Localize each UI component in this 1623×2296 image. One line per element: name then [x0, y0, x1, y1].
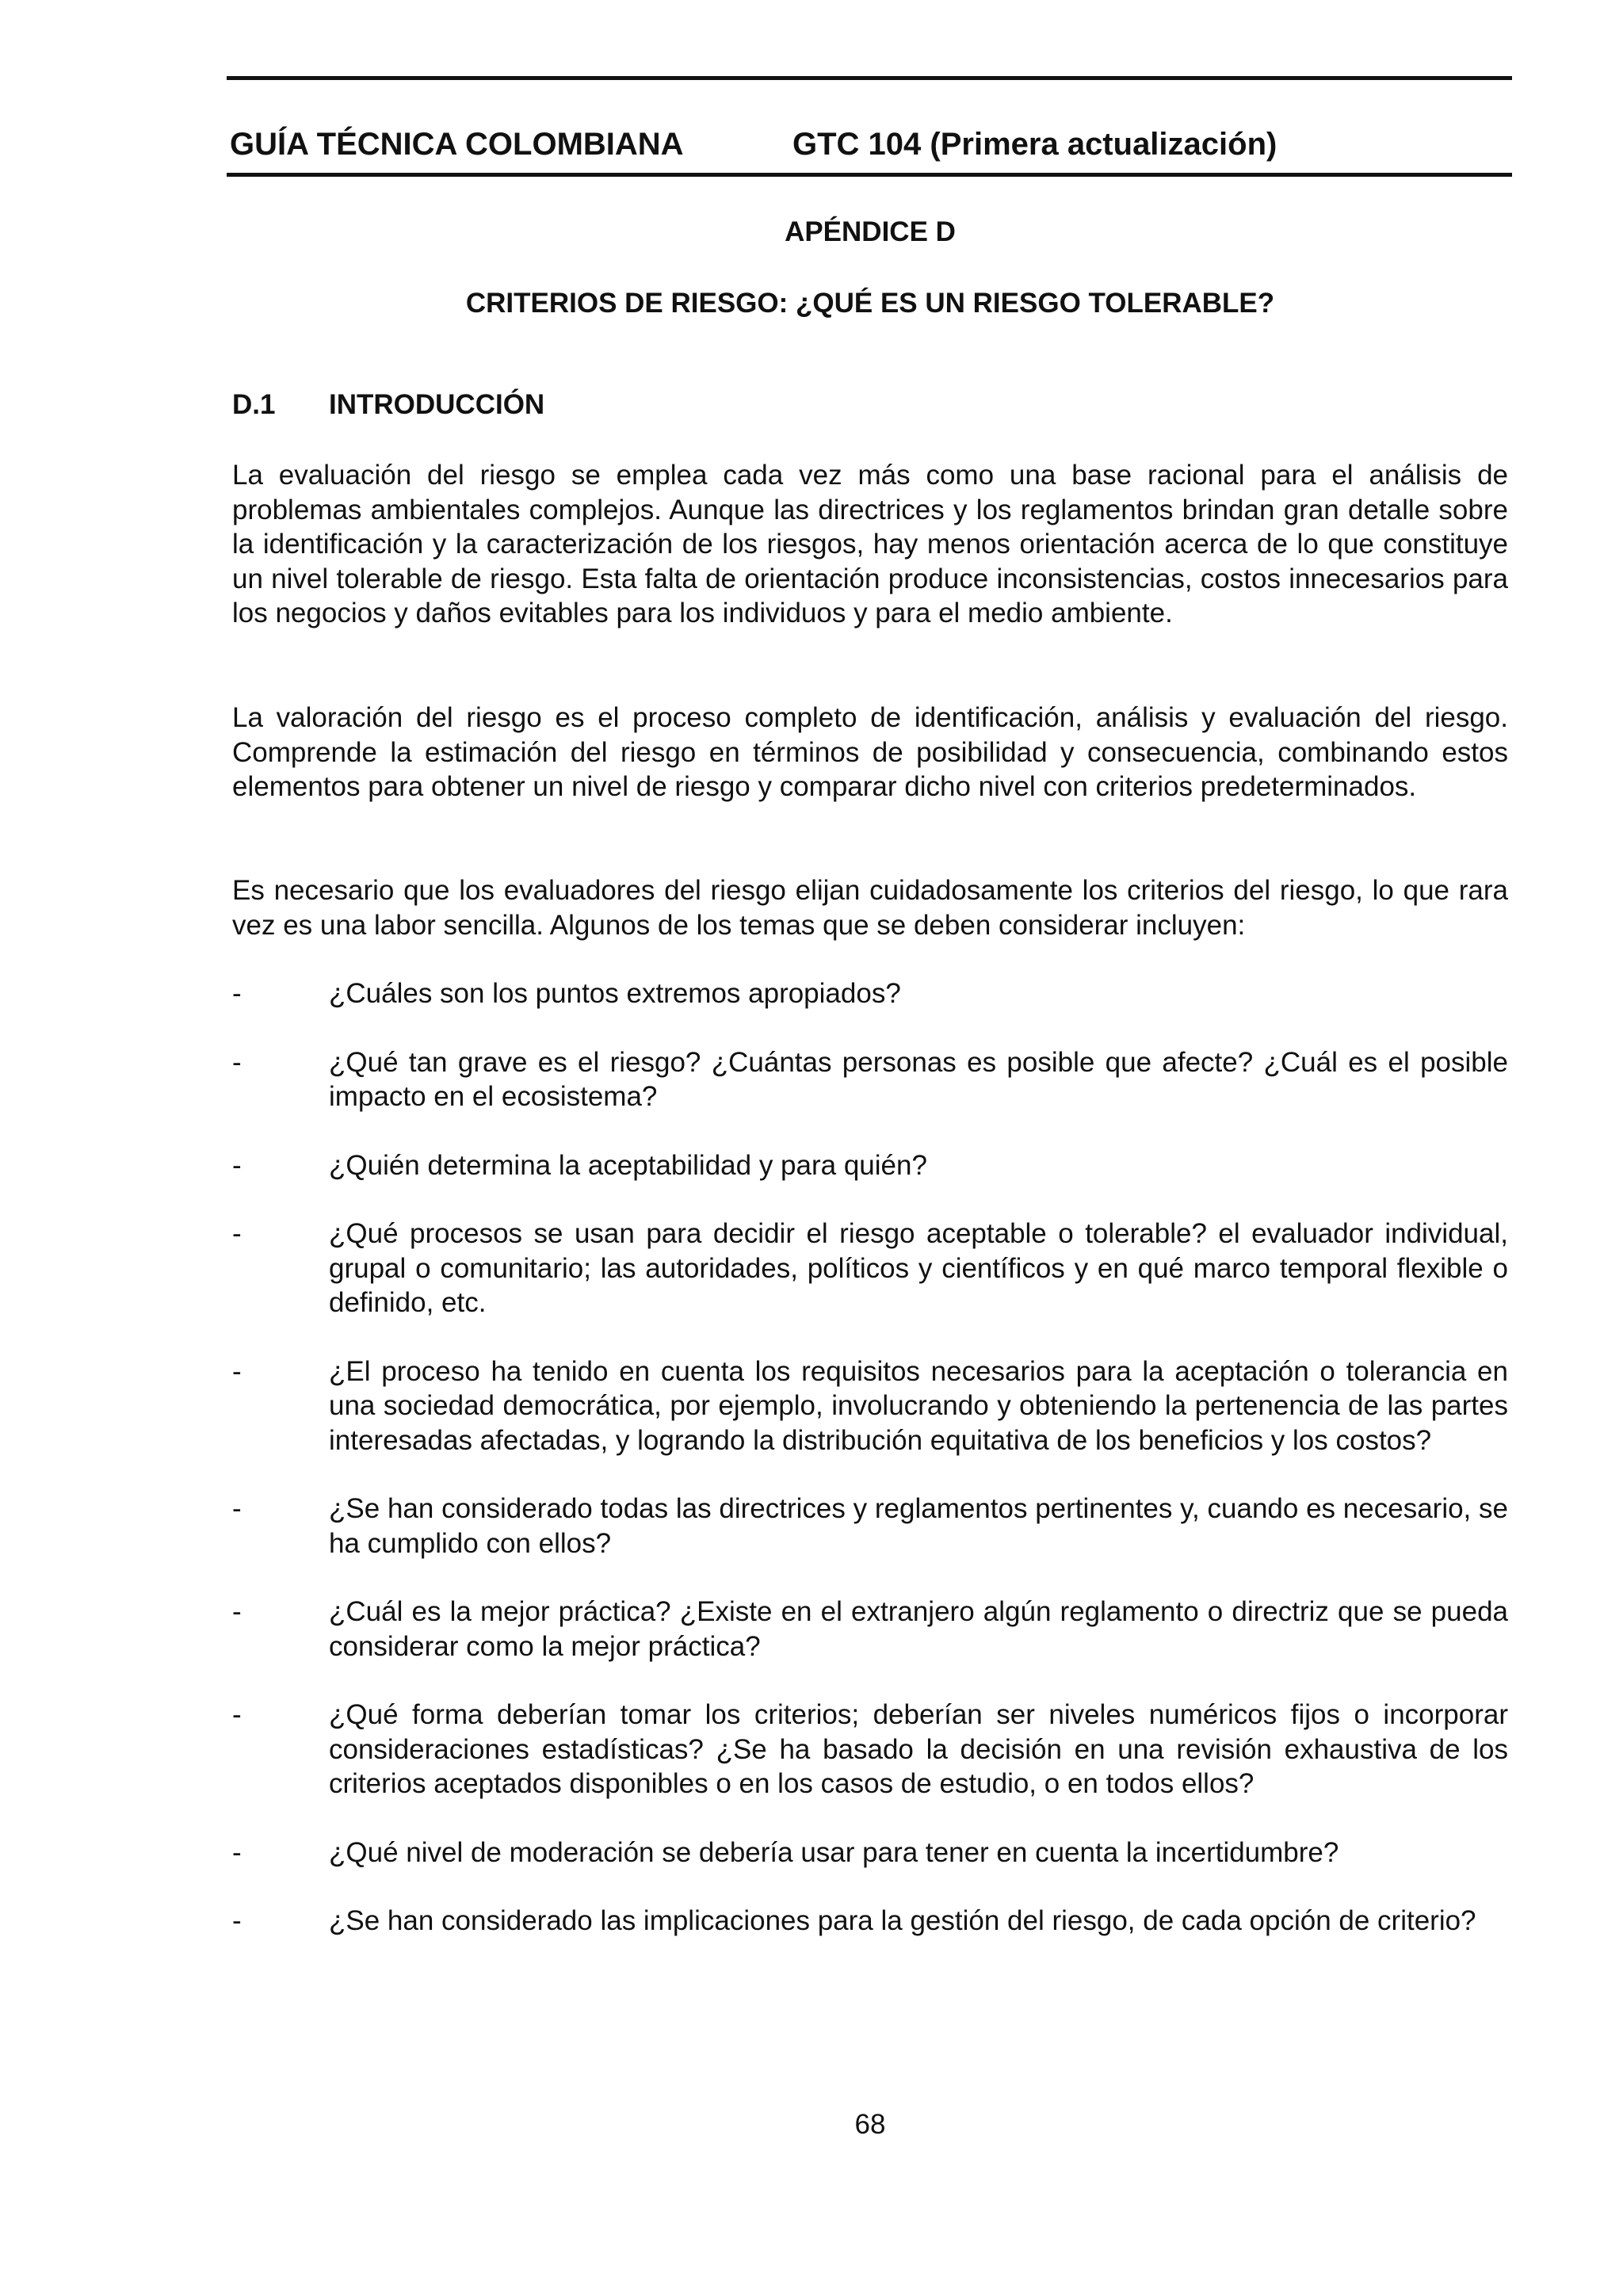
section-title: INTRODUCCIÓN — [329, 389, 545, 420]
list-item-text: ¿El proceso ha tenido en cuenta los requisitos necesarios para la aceptación o tolerancia en una sociedad democrática, por ejemplo, involucrando y obteniendo la pertenencia de las partes interesadas afectadas, y logrando la distribución equitativa de los beneficios y los costos? — [329, 1355, 1508, 1456]
document-series-title: GUÍA TÉCNICA COLOMBIANA — [230, 127, 684, 162]
list-item-text: ¿Qué nivel de moderación se debería usar para tener en cuenta la incertidumbre? — [329, 1836, 1339, 1868]
list-item — [232, 1595, 1508, 1664]
list-bullet: - — [232, 1218, 242, 1249]
paragraph: Es necesario que los evaluadores del riesgo elijan cuidadosamente los criterios del riesgo, lo que rara vez es una labor sencilla. Algunos de los temas que se deben considerar incluyen: — [232, 875, 1508, 941]
list-item-text: ¿Cuáles son los puntos extremos apropiados? — [329, 978, 901, 1009]
section-number: D.1 — [232, 389, 276, 420]
list-item-text: ¿Qué procesos se usan para decidir el riesgo aceptable o tolerable? el evaluador individual, grupal o comunitario; las autoridades, políticos y científicos y en qué marco temporal flexible o definido, etc. — [329, 1218, 1508, 1318]
list-item — [232, 976, 1508, 1011]
header-bottom-rule — [227, 173, 1512, 177]
list-item-text: ¿Se han considerado las implicaciones para la gestión del riesgo, de cada opción de criterio? — [329, 1905, 1476, 1936]
list-item — [232, 1217, 1508, 1320]
paragraph: La evaluación del riesgo se emplea cada vez más como una base racional para el análisis de problemas ambientales complejos. Aunque las directrices y los reglamentos brindan gran detalle sobre la identificación y la caracterización de los riesgos, hay menos orientación acerca de lo que constituye un nivel tolerable de riesgo. Esta falta de orientación produce inconsistencias, costos innecesarios para los negocios y daños evitables para los individuos y para el medio ambiente. — [232, 460, 1508, 628]
list-bullet: - — [232, 978, 242, 1009]
list-bullet: - — [232, 1149, 242, 1181]
section-heading — [232, 388, 544, 422]
list-item-text: ¿Qué tan grave es el riesgo? ¿Cuántas personas es posible que afecte? ¿Cuál es el posible impacto en el ecosistema? — [329, 1046, 1508, 1112]
header-top-rule — [227, 76, 1512, 80]
list-bullet: - — [232, 1046, 242, 1078]
page-number: 68 — [854, 2109, 886, 2140]
list-item — [232, 1904, 1508, 1939]
list-bullet: - — [232, 1699, 242, 1730]
appendix-subtitle: CRITERIOS DE RIESGO: ¿QUÉ ES UN RIESGO TOLERABLE? — [465, 288, 1275, 319]
list-item — [232, 1698, 1508, 1801]
list-bullet: - — [232, 1493, 242, 1524]
list-bullet: - — [232, 1355, 242, 1387]
appendix-title: APÉNDICE D — [785, 216, 956, 247]
question-list — [232, 976, 1508, 1973]
list-item — [232, 1148, 1508, 1183]
list-item-text: ¿Se han considerado todas las directrices y reglamentos pertinentes y, cuando es necesario, se ha cumplido con ellos? — [329, 1493, 1508, 1559]
list-item — [232, 1492, 1508, 1561]
list-item-text: ¿Qué forma deberían tomar los criterios; deberían ser niveles numéricos fijos o incorporar consideraciones estadísticas? ¿Se ha basado la decisión en una revisión exhaustiva de los criterios aceptados disponibles o en los casos de estudio, o en todos ellos? — [329, 1699, 1508, 1799]
document-code-title: GTC 104 (Primera actualización) — [792, 127, 1277, 162]
list-item — [232, 1354, 1508, 1458]
list-bullet: - — [232, 1596, 242, 1627]
list-bullet: - — [232, 1836, 242, 1868]
list-item — [232, 1045, 1508, 1114]
list-item-text: ¿Quién determina la aceptabilidad y para quién? — [329, 1149, 927, 1181]
paragraph: La valoración del riesgo es el proceso completo de identificación, análisis y evaluación del riesgo. Comprende la estimación del riesgo en términos de posibilidad y consecuencia, combinando estos elementos para obtener un nivel de riesgo y comparar dicho nivel con criterios predeterminados. — [232, 702, 1508, 802]
list-bullet: - — [232, 1905, 242, 1936]
list-item — [232, 1836, 1508, 1870]
list-item-text: ¿Cuál es la mejor práctica? ¿Existe en el extranjero algún reglamento o directriz que se pueda considerar como la mejor práctica? — [329, 1596, 1508, 1662]
